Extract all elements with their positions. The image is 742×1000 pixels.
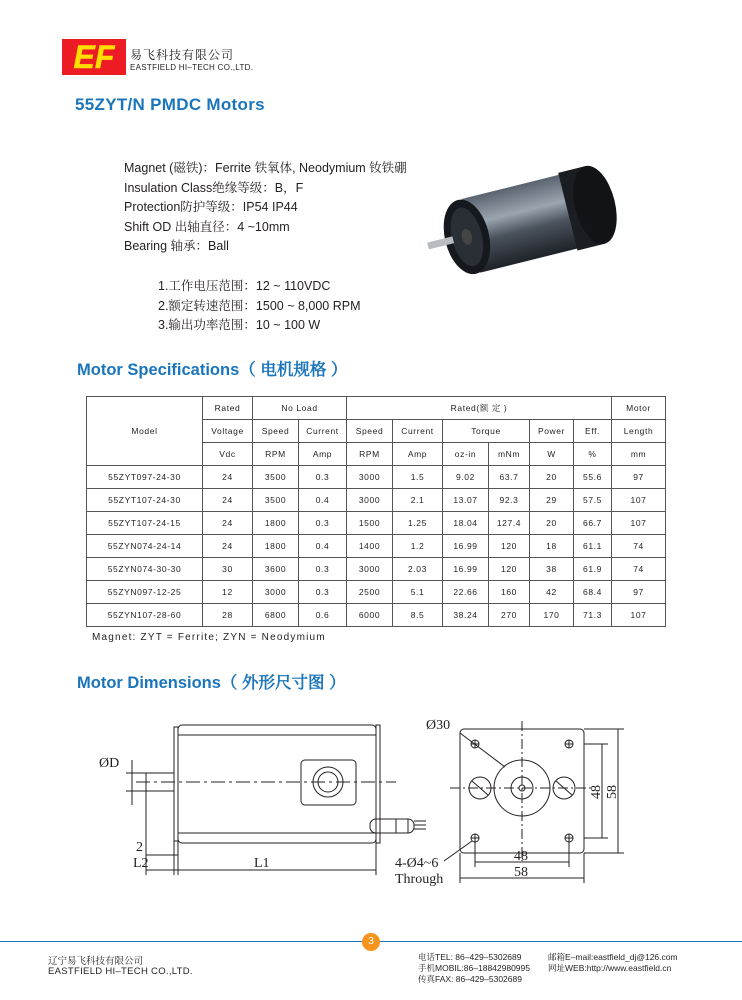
header-row-1 (87, 397, 666, 420)
th-torque: Torque (443, 420, 530, 443)
th-current2: Current (393, 420, 443, 443)
table-cell: 20 (530, 466, 574, 489)
table-cell: 12 (203, 581, 253, 604)
table-cell: 13.07 (443, 489, 489, 512)
th-voltage: Voltage (203, 420, 253, 443)
table-cell: 3600 (253, 558, 299, 581)
table-cell: 1800 (253, 512, 299, 535)
model-cell: 55ZYT107-24-30 (87, 489, 203, 512)
table-cell: 0.3 (299, 466, 347, 489)
th-length: Length (612, 420, 666, 443)
footer-email: 邮箱E–mail:eastfield_dj@126.com (548, 952, 678, 962)
range-voltage: 1.工作电压范围：12 ~ 110VDC (158, 279, 331, 293)
table-cell: 2.03 (393, 558, 443, 581)
th-noload: No Load (253, 397, 347, 420)
motor-photo (420, 155, 640, 280)
table-cell: 57.5 (574, 489, 612, 512)
table-cell: 61.9 (574, 558, 612, 581)
model-cell: 55ZYN074-30-30 (87, 558, 203, 581)
table-cell: 74 (612, 535, 666, 558)
table-cell: 2500 (347, 581, 393, 604)
table-cell: 107 (612, 512, 666, 535)
feature-protection: Protection防护等级：IP54 IP44 (124, 200, 298, 214)
table-cell: 30 (203, 558, 253, 581)
table-cell: 16.99 (443, 558, 489, 581)
spec-section-title: Motor Specifications（ 电机规格 ） (77, 361, 348, 379)
table-cell: 0.6 (299, 604, 347, 627)
table-cell: 8.5 (393, 604, 443, 627)
table-cell: 1800 (253, 535, 299, 558)
th-eff: Eff. (574, 420, 612, 443)
table-cell: 24 (203, 512, 253, 535)
dim-through-label: Through (395, 872, 444, 887)
unit-rpm2: RPM (347, 443, 393, 466)
table-cell: 160 (489, 581, 530, 604)
magnet-note: Magnet: ZYT = Ferrite; ZYN = Neodymium (92, 632, 326, 643)
table-cell: 0.3 (299, 581, 347, 604)
table-cell: 1.2 (393, 535, 443, 558)
table-cell: 66.7 (574, 512, 612, 535)
logo-text: EF (73, 39, 115, 75)
table-cell: 1.5 (393, 466, 443, 489)
table-cell: 68.4 (574, 581, 612, 604)
table-cell: 6800 (253, 604, 299, 627)
page-title: 55ZYT/N PMDC Motors (75, 95, 265, 114)
footer-tel: 电话TEL: 86–429–5302689 (418, 952, 522, 962)
table-cell: 107 (612, 604, 666, 627)
dim-section-title: Motor Dimensions（ 外形尺寸图 ） (77, 674, 346, 692)
model-cell: 55ZYN097-12-25 (87, 581, 203, 604)
footer-company-en: EASTFIELD HI–TECH CO.,LTD. (48, 966, 193, 977)
table-cell: 74 (612, 558, 666, 581)
table-cell: 120 (489, 535, 530, 558)
table-cell: 1500 (347, 512, 393, 535)
unit-amp2: Amp (393, 443, 443, 466)
dim-58-vertical: 58 (605, 785, 620, 799)
footer-fax: 传真FAX: 86–429–5302689 (418, 974, 522, 984)
table-cell: 18 (530, 535, 574, 558)
table-cell: 22.66 (443, 581, 489, 604)
table-row (87, 581, 666, 604)
unit-ozin: oz-in (443, 443, 489, 466)
table-row (87, 558, 666, 581)
table-cell: 107 (612, 489, 666, 512)
dim-48-horizontal: 48 (514, 849, 528, 864)
table-cell: 3500 (253, 466, 299, 489)
table-cell: 6000 (347, 604, 393, 627)
table-row (87, 535, 666, 558)
table-cell: 38.24 (443, 604, 489, 627)
table-cell: 97 (612, 581, 666, 604)
table-cell: 170 (530, 604, 574, 627)
th-rated: Rated (203, 397, 253, 420)
feature-insulation: Insulation Class绝缘等级：B，F (124, 181, 304, 195)
table-cell: 9.02 (443, 466, 489, 489)
table-cell: 24 (203, 466, 253, 489)
table-cell: 61.1 (574, 535, 612, 558)
spec-table-body (87, 466, 666, 627)
company-name-cn: 易飞科技有限公司 (130, 48, 235, 62)
feature-bearing: Bearing 轴承：Ball (124, 239, 229, 253)
table-cell: 1.25 (393, 512, 443, 535)
table-cell: 3500 (253, 489, 299, 512)
table-cell: 63.7 (489, 466, 530, 489)
dim-l2-label: L2 (133, 856, 149, 871)
table-cell: 38 (530, 558, 574, 581)
eastfield-logo (62, 39, 126, 75)
table-cell: 28 (203, 604, 253, 627)
table-cell: 0.4 (299, 489, 347, 512)
page-number: 3 (362, 933, 380, 951)
dim-2-label: 2 (136, 840, 143, 855)
table-row (87, 466, 666, 489)
table-cell: 5.1 (393, 581, 443, 604)
dim-58-horizontal: 58 (514, 865, 528, 880)
th-current: Current (299, 420, 347, 443)
table-row (87, 512, 666, 535)
table-cell: 270 (489, 604, 530, 627)
model-cell: 55ZYT107-24-15 (87, 512, 203, 535)
dim-od-label: ØD (99, 756, 120, 771)
dim-holes-label: 4-Ø4~6 (395, 856, 439, 871)
table-cell: 3000 (347, 466, 393, 489)
dim-l1-label: L1 (254, 856, 270, 871)
table-cell: 20 (530, 512, 574, 535)
unit-rpm: RPM (253, 443, 299, 466)
table-cell: 18.04 (443, 512, 489, 535)
table-cell: 92.3 (489, 489, 530, 512)
dim-48-vertical: 48 (589, 785, 604, 799)
th-speed: Speed (253, 420, 299, 443)
table-cell: 127.4 (489, 512, 530, 535)
th-speed2: Speed (347, 420, 393, 443)
table-cell: 3000 (347, 558, 393, 581)
table-cell: 24 (203, 535, 253, 558)
spec-table (86, 396, 666, 627)
dim-o30-label: Ø30 (426, 718, 451, 733)
table-cell: 16.99 (443, 535, 489, 558)
table-cell: 1400 (347, 535, 393, 558)
unit-pct: % (574, 443, 612, 466)
unit-mnm: mNm (489, 443, 530, 466)
model-cell: 55ZYN107-28-60 (87, 604, 203, 627)
feature-shaft: Shift OD 出轴直径：4 ~10mm (124, 220, 290, 234)
table-cell: 120 (489, 558, 530, 581)
table-cell: 0.4 (299, 535, 347, 558)
table-cell: 3000 (347, 489, 393, 512)
table-cell: 55.6 (574, 466, 612, 489)
footer-company-cn: 辽宁易飞科技有限公司 (48, 956, 144, 967)
table-cell: 71.3 (574, 604, 612, 627)
table-cell: 2.1 (393, 489, 443, 512)
unit-vdc: Vdc (203, 443, 253, 466)
footer-web: 网址WEB:http://www.eastfield.cn (548, 963, 672, 973)
table-cell: 3000 (253, 581, 299, 604)
unit-mm: mm (612, 443, 666, 466)
company-name-en: EASTFIELD HI–TECH CO.,LTD. (130, 63, 254, 72)
th-model: Model (87, 397, 203, 466)
front-view-drawing (390, 715, 650, 895)
model-cell: 55ZYN074-24-14 (87, 535, 203, 558)
th-motor: Motor (612, 397, 666, 420)
table-row (87, 489, 666, 512)
table-cell: 97 (612, 466, 666, 489)
table-cell: 24 (203, 489, 253, 512)
unit-amp: Amp (299, 443, 347, 466)
table-cell: 0.3 (299, 512, 347, 535)
table-row (87, 604, 666, 627)
table-cell: 29 (530, 489, 574, 512)
table-cell: 42 (530, 581, 574, 604)
footer-mobile: 手机MOBIL:86–18842980995 (418, 963, 530, 973)
range-power: 3.输出功率范围：10 ~ 100 W (158, 318, 321, 332)
th-power: Power (530, 420, 574, 443)
range-speed: 2.额定转速范围：1500 ~ 8,000 RPM (158, 299, 361, 313)
feature-magnet: Magnet (磁铁)：Ferrite 铁氧体, Neodymium 钕铁硼 (124, 161, 407, 175)
model-cell: 55ZYT097-24-30 (87, 466, 203, 489)
unit-w: W (530, 443, 574, 466)
table-cell: 0.3 (299, 558, 347, 581)
th-rated2: Rated(额 定 ) (347, 397, 612, 420)
